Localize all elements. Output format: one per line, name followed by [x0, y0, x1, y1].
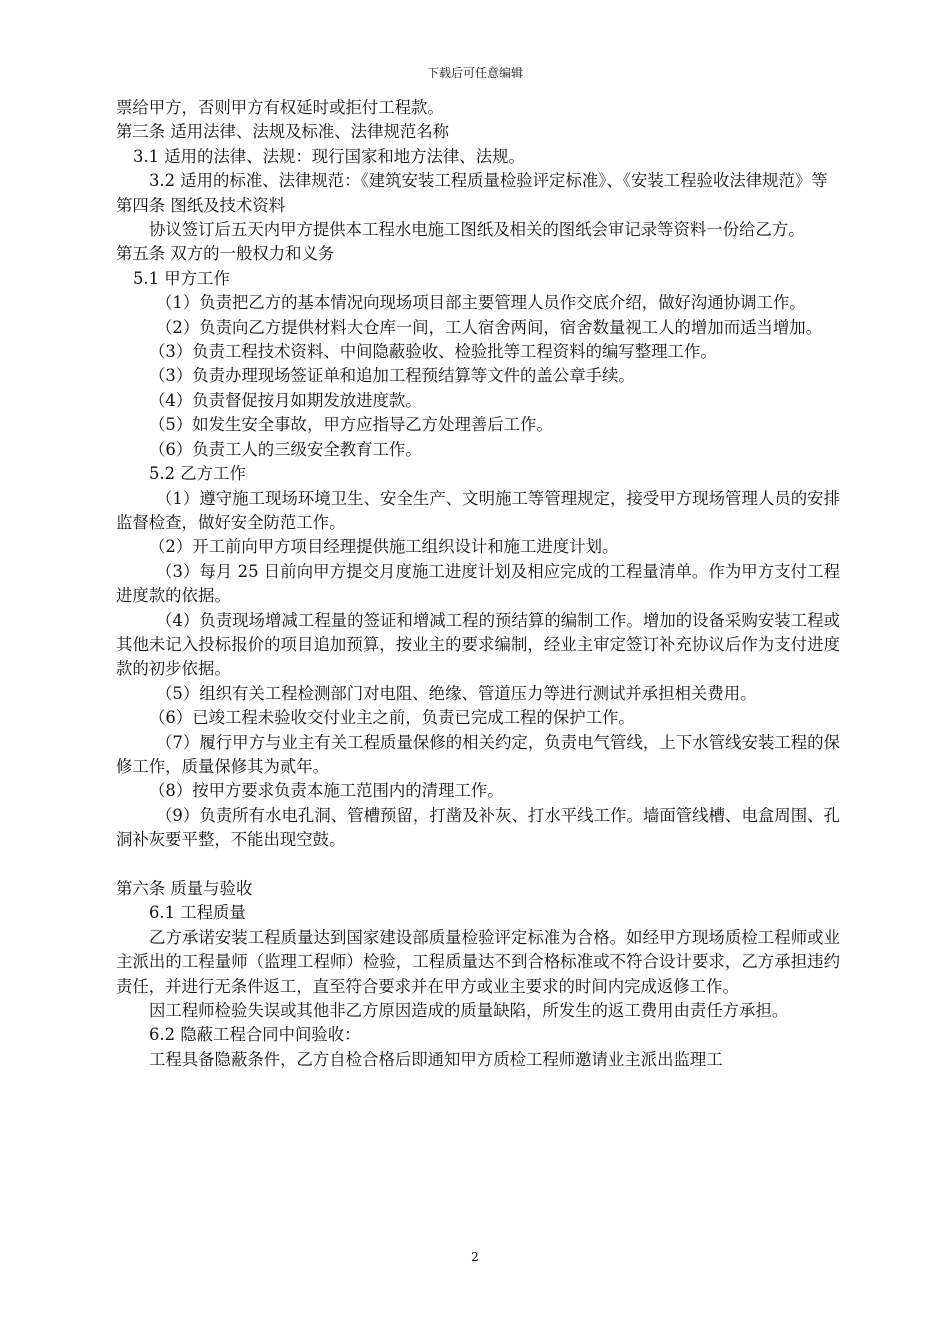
list-item: （4）负责督促按月如期发放进度款。 [149, 390, 422, 410]
clause-6-1: 6.1 工程质量 [149, 903, 246, 923]
paragraph: 乙方承诺安装工程质量达到国家建设部质量检验评定标准为合格。如经甲方现场质检工程师或业主派出的工程量师（监理工程师）检验，工程质量达不到合格标准或不符合设计要求，乙方承担违约责任，并进行无条件返工，直至符合要求并在甲方或业主要求的时间内完成返修工作。 [116, 927, 840, 996]
blank-line [116, 853, 840, 877]
list-item: （5）如发生安全事故，甲方应指导乙方处理善后工作。 [149, 415, 553, 435]
list-item: （1）负责把乙方的基本情况向现场项目部主要管理人员作交底介绍，做好沟通协调工作。 [156, 293, 806, 313]
article-heading-4: 第四条 图纸及技术资料 [116, 195, 286, 215]
list-item: （2）开工前向甲方项目经理提供施工组织设计和施工进度计划。 [149, 537, 619, 557]
page-number: 2 [471, 1250, 479, 1264]
list-item: （1）遵守施工现场环境卫生、安全生产、文明施工等管理规定，接受甲方现场管理人员的安排监督检查，做好安全防范工作。 [116, 488, 840, 532]
article-heading-3: 第三条 适用法律、法规及标准、法律规范名称 [116, 122, 450, 142]
document-body [116, 96, 840, 1072]
clause-3-2: 3.2 适用的标准、法律规范：《建筑安装工程质量检验评定标准》、《安装工程验收法律规范》等 [149, 171, 828, 191]
paragraph: 工程具备隐蔽条件，乙方自检合格后即通知甲方质检工程师邀请业主派出监理工 [149, 1049, 723, 1069]
list-item: （4）负责现场增减工程量的签证和增减工程的预结算的编制工作。增加的设备采购安装工程或其他未记入投标报价的项目追加预算，按业主的要求编制，经业主审定签订补充协议后作为支付进度款的初步依据。 [116, 610, 840, 679]
article-heading-6: 第六条 质量与验收 [116, 878, 253, 898]
paragraph: 协议签订后五天内甲方提供本工程水电施工图纸及相关的图纸会审记录等资料一份给乙方。 [149, 220, 805, 240]
list-item: （5）组织有关工程检测部门对电阻、绝缘、管道压力等进行测试并承担相关费用。 [156, 683, 757, 703]
list-item: （2）负责向乙方提供材料大仓库一间，工人宿舍两间，宿舍数量视工人的增加而适当增加。 [156, 317, 823, 337]
clause-3-1: 3.1 适用的法律、法规：现行国家和地方法律、法规。 [133, 146, 525, 166]
list-item: （6）已竣工程未验收交付业主之前，负责已完成工程的保护工作。 [149, 708, 635, 728]
paragraph: 票给甲方，否则甲方有权延时或拒付工程款。 [116, 98, 444, 117]
article-heading-5: 第五条 双方的一般权力和义务 [116, 244, 335, 264]
clause-6-2: 6.2 隐蔽工程合同中间验收： [149, 1025, 361, 1045]
list-item: （3）负责工程技术资料、中间隐蔽验收、检验批等工程资料的编写整理工作。 [149, 342, 717, 362]
list-item: （9）负责所有水电孔洞、管槽预留，打凿及补灰、打水平线工作。墙面管线槽、电盒周围、孔洞补灰要平整，不能出现空鼓。 [116, 805, 840, 850]
clause-5-2: 5.2 乙方工作 [149, 464, 246, 484]
list-item: （3）每月 25 日前向甲方提交月度施工进度计划及相应完成的工程量清单。作为甲方支付工程进度款的依据。 [116, 561, 840, 606]
list-item: （6）负责工人的三级安全教育工作。 [149, 439, 422, 459]
list-item: （3）负责办理现场签证单和追加工程预结算等文件的盖公章手续。 [149, 366, 635, 386]
page-header: 下载后可任意编辑 [426, 66, 523, 80]
list-item: （7）履行甲方与业主有关工程质量保修的相关约定，负责电气管线，上下水管线安装工程的保修工作，质量保修其为贰年。 [116, 732, 840, 776]
list-item: （8）按甲方要求负责本施工范围内的清理工作。 [149, 781, 504, 801]
paragraph: 因工程师检验失误或其他非乙方原因造成的质量缺陷，所发生的返工费用由责任方承担。 [149, 1001, 789, 1021]
clause-5-1: 5.1 甲方工作 [133, 268, 230, 288]
